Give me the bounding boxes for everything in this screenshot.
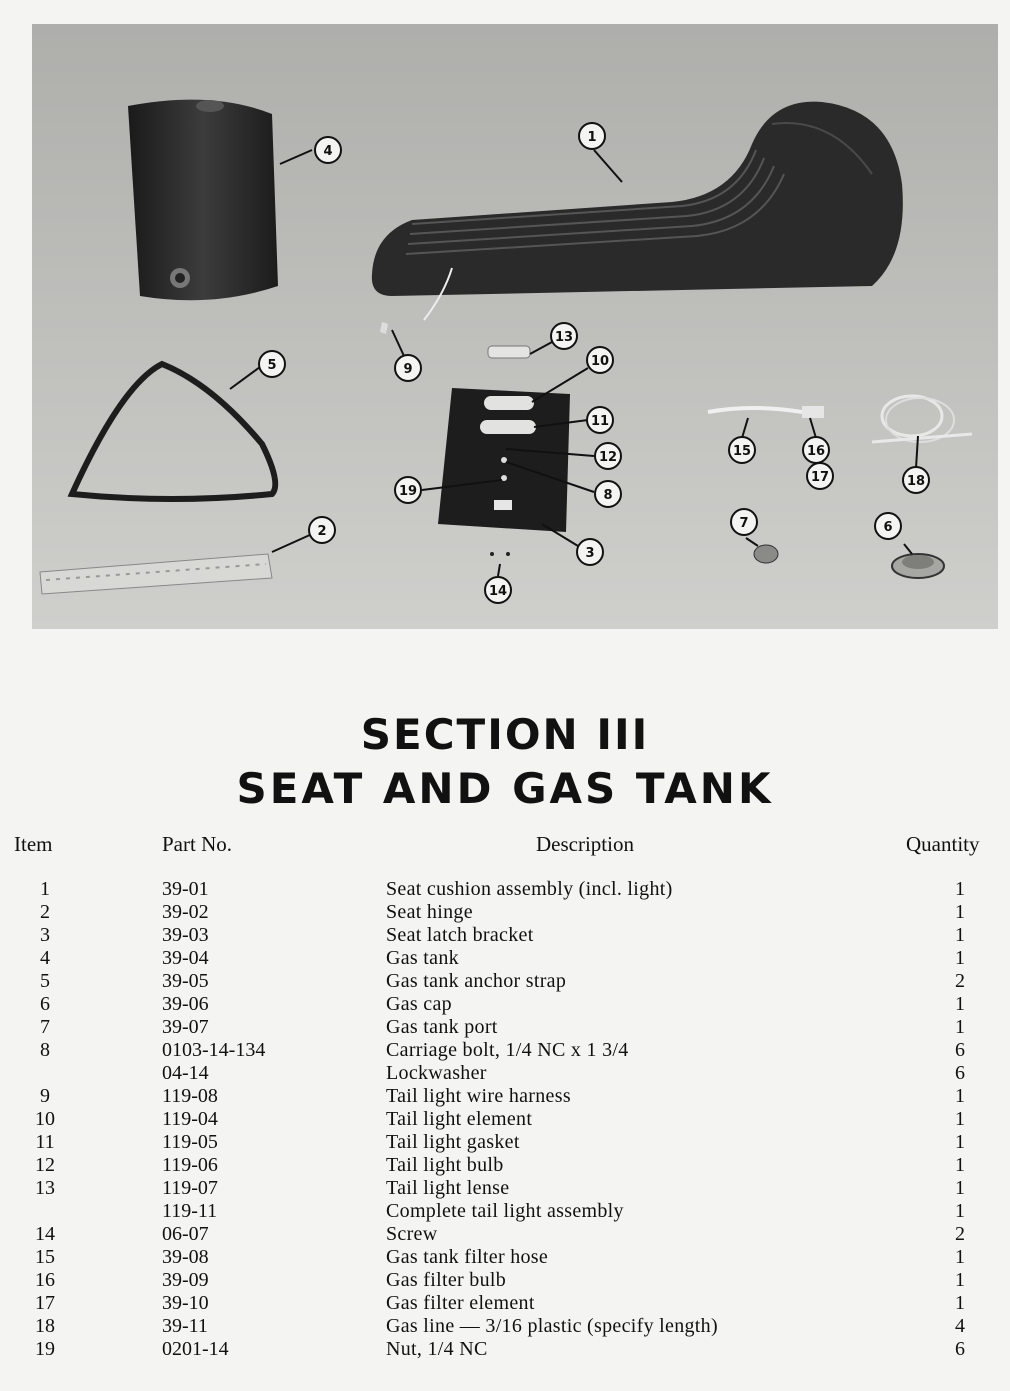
item-number: 1 [40,878,50,900]
item-number: 17 [35,1292,55,1314]
table-row [0,970,1010,993]
table-row [0,1200,1010,1223]
part-number: 119-05 [162,1131,218,1153]
gas-tank-figure [128,100,278,301]
header-item: Item [14,832,53,856]
quantity: 1 [955,1200,965,1222]
callout-9: 9 [403,362,413,377]
quantity: 6 [955,1062,965,1084]
item-number: 9 [40,1085,50,1107]
callout-16: 16 [806,444,826,459]
quantity: 1 [955,878,965,900]
callout-2: 2 [317,524,327,539]
part-number: 39-10 [162,1292,209,1314]
table-row [0,1315,1010,1338]
quantity: 2 [955,970,965,992]
table-row [0,1062,1010,1085]
description: Seat latch bracket [386,924,534,946]
quantity: 1 [955,1108,965,1130]
part-number: 06-07 [162,1223,209,1245]
description: Gas tank [386,947,459,969]
table-row [0,1085,1010,1108]
part-number: 39-07 [162,1016,209,1038]
header-quantity: Quantity [906,832,980,856]
header-part-no: Part No. [162,832,232,856]
description: Screw [386,1223,438,1245]
item-number: 14 [35,1223,55,1245]
callout-10: 10 [590,354,610,369]
table-row [0,1177,1010,1200]
section-subtitle: SEAT AND GAS TANK [236,764,774,813]
callout-11: 11 [590,414,610,429]
quantity: 1 [955,1177,965,1199]
description: Tail light wire harness [386,1085,571,1107]
description: Gas tank anchor strap [386,970,567,992]
part-number: 119-06 [162,1154,218,1176]
item-number: 6 [40,993,50,1015]
table-row [0,901,1010,924]
description: Tail light gasket [386,1131,520,1153]
part-number: 39-09 [162,1269,209,1291]
quantity: 1 [955,1246,965,1268]
part-number: 119-04 [162,1108,218,1130]
table-row [0,1131,1010,1154]
part-number: 119-07 [162,1177,218,1199]
item-number: 19 [35,1338,55,1360]
description: Seat hinge [386,901,473,923]
part-number: 39-06 [162,993,209,1015]
callout-13: 13 [554,330,574,345]
part-number: 39-02 [162,901,209,923]
parts-table [0,878,1010,1361]
quantity: 1 [955,1016,965,1038]
callout-7: 7 [739,516,749,531]
description: Nut, 1/4 NC [386,1338,488,1360]
callout-18: 18 [906,474,926,489]
table-row [0,1154,1010,1177]
item-number: 3 [40,924,50,946]
callout-17: 17 [810,470,830,485]
table-row [0,1223,1010,1246]
section-title: SECTION III [360,710,650,759]
description: Gas tank port [386,1016,498,1038]
parts-photo [32,24,998,629]
part-number: 39-11 [162,1315,208,1337]
quantity: 1 [955,1085,965,1107]
header-description: Description [536,832,634,856]
item-number: 4 [40,947,50,969]
description: Lockwasher [386,1062,487,1084]
table-row [0,1338,1010,1361]
table-row [0,1108,1010,1131]
description: Tail light element [386,1108,533,1130]
description: Complete tail light assembly [386,1200,624,1222]
description: Gas tank filter hose [386,1246,549,1268]
item-number: 8 [40,1039,50,1061]
description: Tail light lense [386,1177,510,1199]
table-row [0,1269,1010,1292]
quantity: 4 [955,1315,965,1337]
quantity: 1 [955,924,965,946]
quantity: 6 [955,1039,965,1061]
part-number: 0201-14 [162,1338,229,1360]
table-row [0,878,1010,901]
table-row [0,1016,1010,1039]
table-row [0,1039,1010,1062]
item-number: 18 [35,1315,55,1337]
table-row [0,947,1010,970]
callout-12: 12 [598,450,618,465]
callout-19: 19 [398,484,418,499]
callout-1: 1 [587,130,597,145]
item-number: 2 [40,901,50,923]
item-number: 10 [35,1108,55,1130]
item-number: 5 [40,970,50,992]
quantity: 1 [955,1292,965,1314]
description: Gas filter element [386,1292,535,1314]
description: Gas filter bulb [386,1269,507,1291]
callout-6: 6 [883,520,893,535]
quantity: 2 [955,1223,965,1245]
item-number: 7 [40,1016,50,1038]
description: Tail light bulb [386,1154,504,1176]
description: Gas cap [386,993,452,1015]
table-row [0,1246,1010,1269]
callout-8: 8 [603,488,613,503]
quantity: 6 [955,1338,965,1360]
quantity: 1 [955,993,965,1015]
quantity: 1 [955,947,965,969]
table-row [0,924,1010,947]
description: Gas line — 3/16 plastic (specify length) [386,1315,718,1337]
item-number: 15 [35,1246,55,1268]
quantity: 1 [955,901,965,923]
quantity: 1 [955,1154,965,1176]
callout-5: 5 [267,358,277,373]
callout-15: 15 [732,444,752,459]
table-row [0,1292,1010,1315]
part-number: 39-04 [162,947,209,969]
part-number: 119-11 [162,1200,218,1222]
callout-14: 14 [488,584,508,599]
callout-3: 3 [585,546,595,561]
description: Seat cushion assembly (incl. light) [386,878,673,900]
item-number: 13 [35,1177,55,1199]
item-number: 11 [35,1131,55,1153]
part-number: 39-03 [162,924,209,946]
part-number: 39-05 [162,970,209,992]
quantity: 1 [955,1269,965,1291]
part-number: 119-08 [162,1085,218,1107]
callout-4: 4 [323,144,333,159]
item-number: 12 [35,1154,55,1176]
item-number: 16 [35,1269,55,1291]
description: Carriage bolt, 1/4 NC x 1 3/4 [386,1039,629,1061]
part-number: 39-08 [162,1246,209,1268]
part-number: 04-14 [162,1062,209,1084]
quantity: 1 [955,1131,965,1153]
table-row [0,993,1010,1016]
part-number: 0103-14-134 [162,1039,266,1061]
part-number: 39-01 [162,878,209,900]
